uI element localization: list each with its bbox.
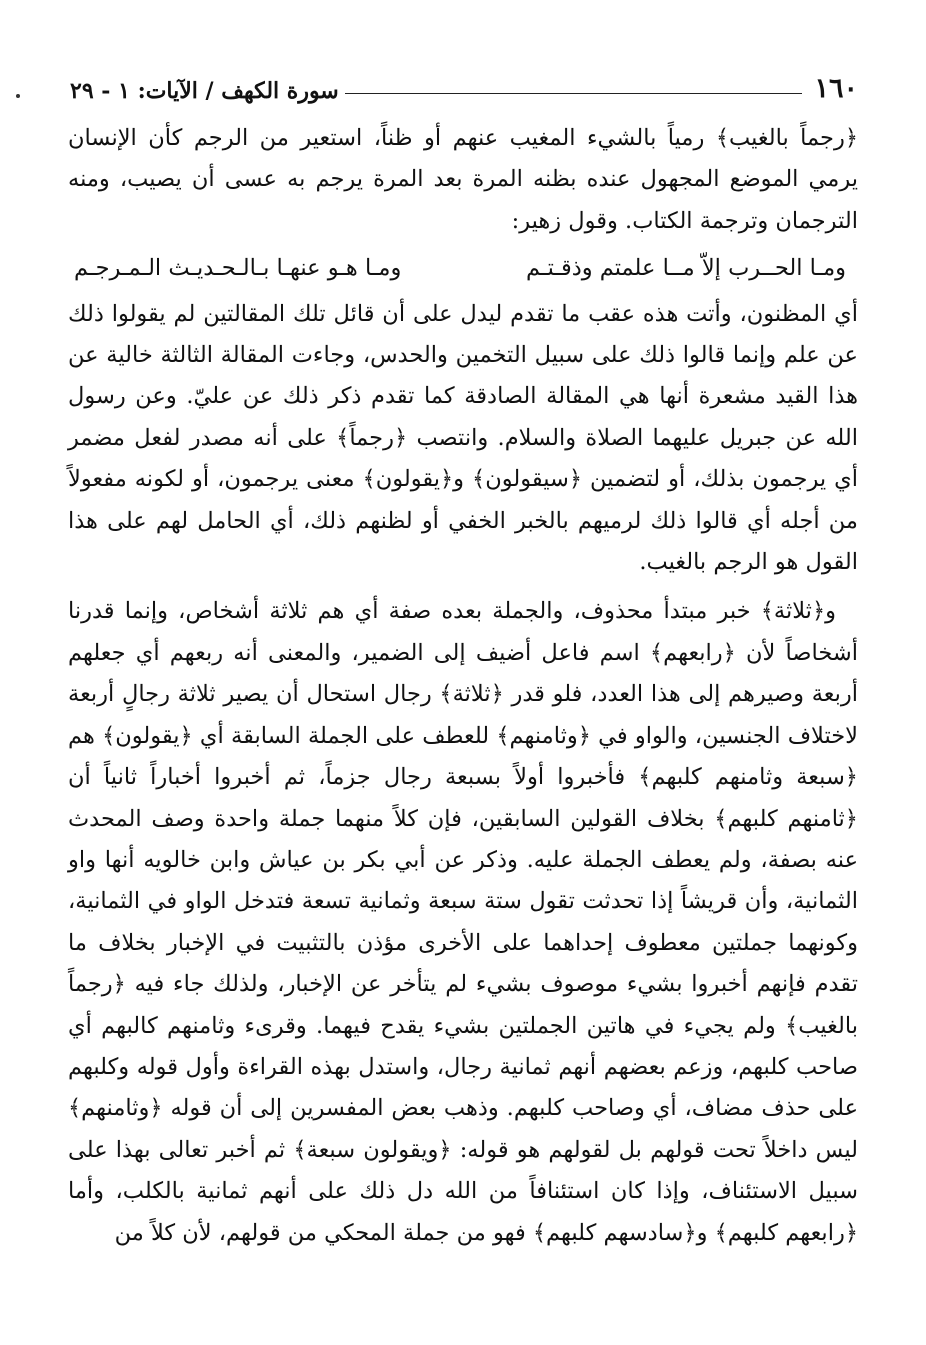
- margin-dot: [16, 94, 20, 98]
- paragraph-2: أي المظنون، وأتت هذه عقب ما تقدم ليدل على أن قائل تلك المقالتين لم يقولوا ذلك عن علم وإنما قالوا ذلك على سبيل التخمين والحدس، وجاءت المقالة الثالثة خالية عن هذا القيد مشعرة أنها هي المقالة الصادقة كما تقدم ذكر ذلك عن عليّ. وعن رسول الله عن جبريل عليهما الصلاة والسلام. وانتصب ﴿رجماً﴾ على أنه مصدر لفعل مضمر أي يرجمون بذلك، أو لتضمين ﴿سيقولون﴾ و﴿يقولون﴾ معنى يرجمون، أو لكونه مفعولاً من أجله أي قالوا ذلك لرميهم بالخبر الخفي أو لظنهم ذلك، أي الحامل لهم على هذا القول هو الرجم بالغيب.: [68, 300, 858, 576]
- running-header: [70, 62, 858, 102]
- chapter-title: سورة الكهف / الآيات: ١ - ٢٩: [70, 78, 339, 104]
- verse-first-hemistich: ومـا الحــرب إلاّ مــا علمتم وذقـتـم: [526, 255, 846, 282]
- paragraph-3: و﴿ثلاثة﴾ خبر مبتدأ محذوف، والجملة بعده صفة أي هم ثلاثة أشخاص، وإنما قدرنا أشخاصاً لأن ﴿رابعهم﴾ اسم فاعل أضيف إلى الضمير، والمعنى أنه ربعهم أي جعلهم أربعة وصيرهم إلى هذا العدد، فلو قدر ﴿ثلاثة﴾ رجال استحال أن يصير ثلاثة رجالٍ أربعة لاختلاف الجنسين، والواو في ﴿وثامنهم﴾ للعطف على الجملة السابقة أي ﴿يقولون﴾ هم ﴿سبعة وثامنهم كلبهم﴾ فأخبروا أولاً بسبعة رجال جزماً، ثم أخبروا أخباراً ثانياً أن ﴿ثامنهم كلبهم﴾ بخلاف القولين السابقين، فإن كلاً منهما جملة واحدة وصف المحدث عنه بصفة، ولم يعطف الجملة عليه. وذكر عن أبي بكر بن عياش وابن خالويه أنها واو الثمانية، وأن قريشاً إذا تحدثت تقول ستة سبعة وثمانية تسعة فتدخل الواو في الثمانية، وكونهما جملتين معطوف إحداهما على الأخرى مؤذن بالتثبيت في الإخبار بخلاف ما تقدم فإنهم أخبروا بشيء موصوف بشيء لم يتأخر عن الإخبار، ولذلك جاء فيه ﴿رجماً بالغيب﴾ ولم يجيء في هاتين الجملتين بشيء يقدح فيهما. وقرىء وثامنهم كالبهم أي صاحب كلبهم، وزعم بعضهم أنهم ثمانية رجال، واستدل بهذه القراءة وأول قوله وكلبهم على حذف مضاف، أي وصاحب كلبهم. وذهب بعض المفسرين إلى أن قوله ﴿وثامنهم﴾ ليس داخلاً تحت قولهم بل لقولهم هو قوله: ﴿ويقولون سبعة﴾ ثم أخبر تعالى بهذا على سبيل الاستئناف، وإذا كان استئنافاً من الله دل ذلك على أنهم ثمانية بالكلب، وأما ﴿رابعهم كلبهم﴾ و﴿سادسهم كلبهم﴾ فهو من جملة المحكي من قولهم، لأن كلاً من: [68, 598, 858, 1246]
- paragraph-gap: [68, 583, 858, 591]
- verse-second-hemistich: ومـا هـو عنهـا بـالـحـديـث الـمـرجـم: [74, 255, 402, 282]
- header-rule: [345, 93, 803, 94]
- poetry-verse: [68, 248, 858, 289]
- paragraph-1: ﴿رجماً بالغيب﴾ رمياً بالشيء المغيب عنهم أو ظناً، استعير من الرجم كأن الإنسان يرمي الموضع المجهول عنده بظنه المرة بعد المرة يرجم به عسى أن يصيب، ومنه الترجمان وترجمة الكتاب. وقول زهير:: [68, 125, 858, 234]
- main-text: [68, 118, 858, 1254]
- page-number: ١٦٠: [814, 73, 858, 104]
